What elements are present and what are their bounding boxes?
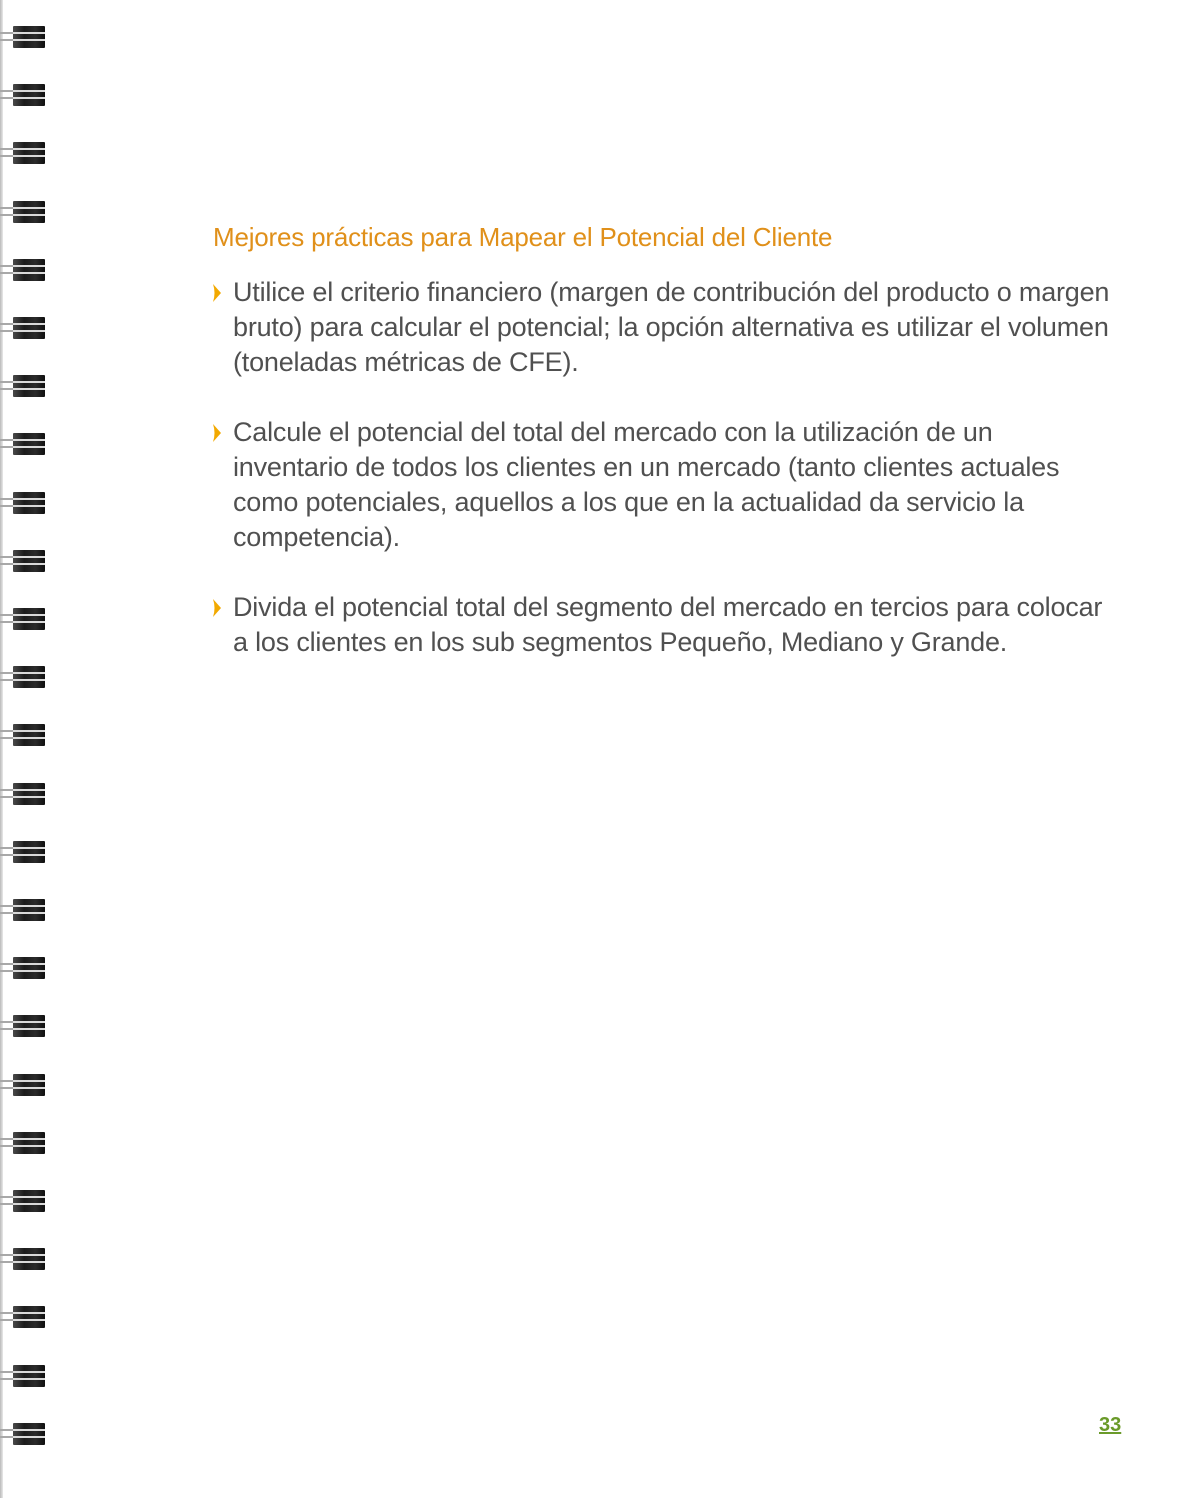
chevron-right-icon <box>212 599 222 617</box>
binding-ring <box>0 841 48 863</box>
chevron-right-icon <box>212 424 222 442</box>
list-item <box>212 590 1112 660</box>
binding-ring <box>0 1074 48 1096</box>
binding-ring <box>0 1190 48 1212</box>
page-number: 33 <box>1099 1414 1122 1436</box>
binding-ring <box>0 666 48 688</box>
binding-edge <box>0 0 3 1498</box>
list-item-text: Utilice el criterio financiero (margen de contribución del producto o margen bruto) para calcular el potencial; la opción alternativa es utilizar el volumen (toneladas métricas de CFE). <box>233 277 1110 377</box>
binding-ring <box>0 1365 48 1387</box>
binding-ring <box>0 142 48 164</box>
binding-ring <box>0 550 48 572</box>
chevron-right-icon <box>212 284 222 302</box>
binding-ring <box>0 84 48 106</box>
binding-ring <box>0 317 48 339</box>
binding-ring <box>0 1132 48 1154</box>
section-heading: Mejores prácticas para Mapear el Potencial del Cliente <box>213 222 833 252</box>
binding-ring <box>0 375 48 397</box>
binding-ring <box>0 433 48 455</box>
binding-ring <box>0 783 48 805</box>
list-item <box>212 415 1112 555</box>
binding-ring <box>0 201 48 223</box>
binding-ring <box>0 1015 48 1037</box>
list-item-text: Divida el potencial total del segmento del mercado en tercios para colocar a los clientes en los sub segmentos Pequeño, Mediano y Grande. <box>233 592 1103 657</box>
spiral-binding <box>0 0 60 1498</box>
binding-ring <box>0 724 48 746</box>
binding-ring <box>0 899 48 921</box>
best-practices-list <box>212 275 1112 695</box>
binding-ring <box>0 1248 48 1270</box>
list-item <box>212 275 1112 380</box>
binding-ring <box>0 608 48 630</box>
binding-ring <box>0 492 48 514</box>
binding-ring <box>0 1423 48 1445</box>
binding-ring <box>0 259 48 281</box>
binding-ring <box>0 26 48 48</box>
list-item-text: Calcule el potencial del total del mercado con la utilización de un inventario de todos los clientes en un mercado (tanto clientes actuales como potenciales, aquellos a los que en la actualidad da servicio la competencia). <box>233 417 1060 552</box>
binding-ring <box>0 1306 48 1328</box>
binding-ring <box>0 957 48 979</box>
